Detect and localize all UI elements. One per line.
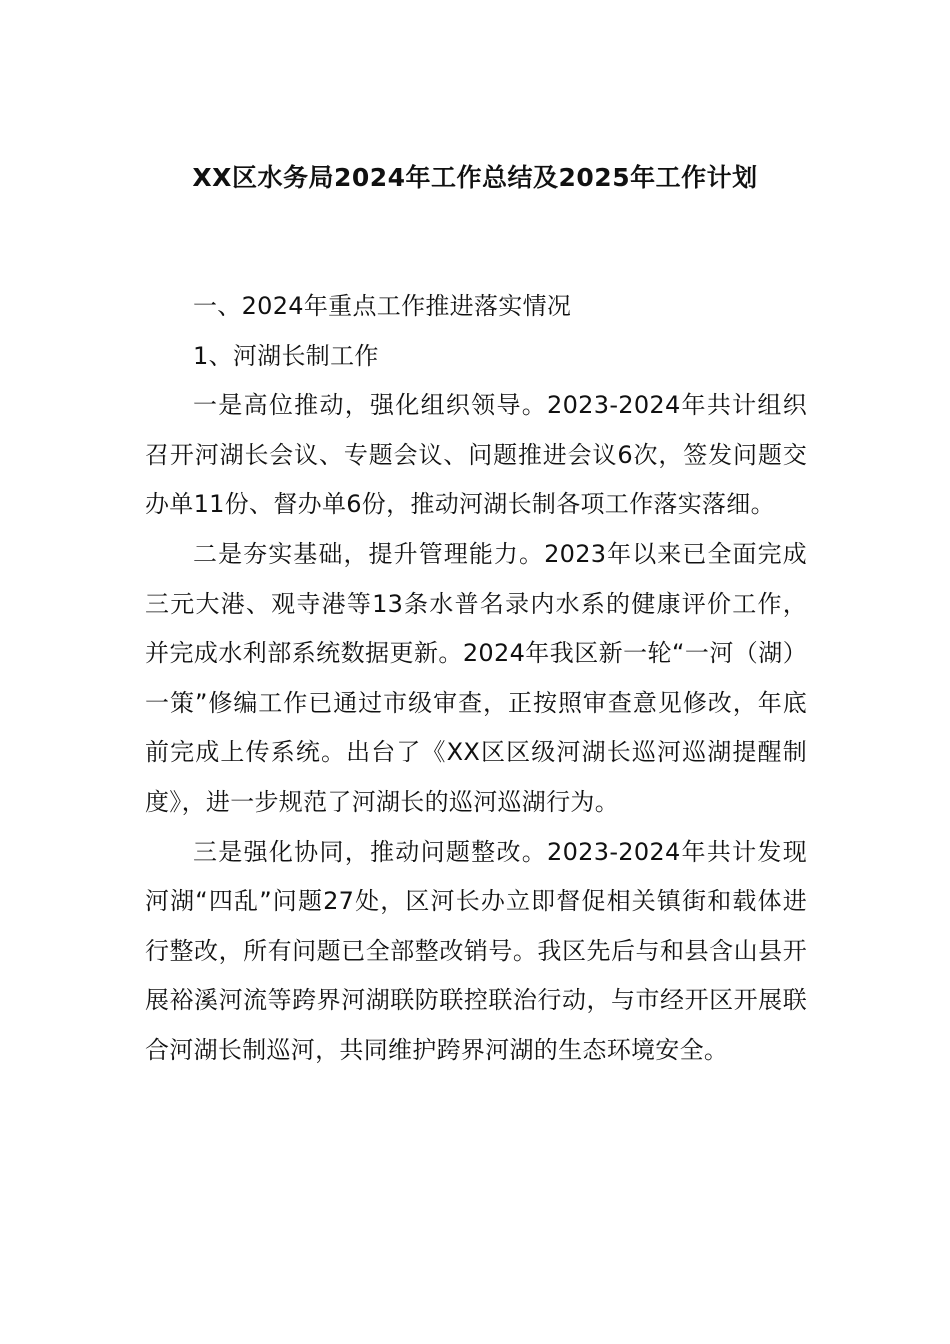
section-heading: 一、2024年重点工作推进落实情况	[193, 292, 572, 320]
body-paragraph: 二是夯实基础，提升管理能力。2023年以来已全面完成三元大港、观寺港等13条水普名录内水系的健康评价工作，并完成水利部系统数据更新。2024年我区新一轮“一河（湖）一策”修编工作已通过市级审查，正按照审查意见修改，年底前完成上传系统。出台了《XX区区级河湖长巡河巡湖提醒制度》，进一步规范了河湖长的巡河巡湖行为。	[145, 539, 807, 816]
document-title: XX区水务局2024年工作总结及2025年工作计划	[192, 163, 758, 192]
document-body	[145, 282, 807, 1076]
body-paragraph: 一是高位推动，强化组织领导。2023-2024年共计组织召开河湖长会议、专题会议、问题推进会议6次，签发问题交办单11份、督办单6份，推动河湖长制各项工作落实落细。	[145, 391, 807, 519]
body-paragraph: 三是强化协同，推动问题整改。2023-2024年共计发现河湖“四乱”问题27处，区河长办立即督促相关镇街和载体进行整改，所有问题已全部整改销号。我区先后与和县含山县开展裕溪河流等跨界河湖联防联控联治行动，与市经开区开展联合河湖长制巡河，共同维护跨界河湖的生态环境安全。	[145, 837, 807, 1064]
subsection-heading: 1、河湖长制工作	[193, 341, 379, 370]
